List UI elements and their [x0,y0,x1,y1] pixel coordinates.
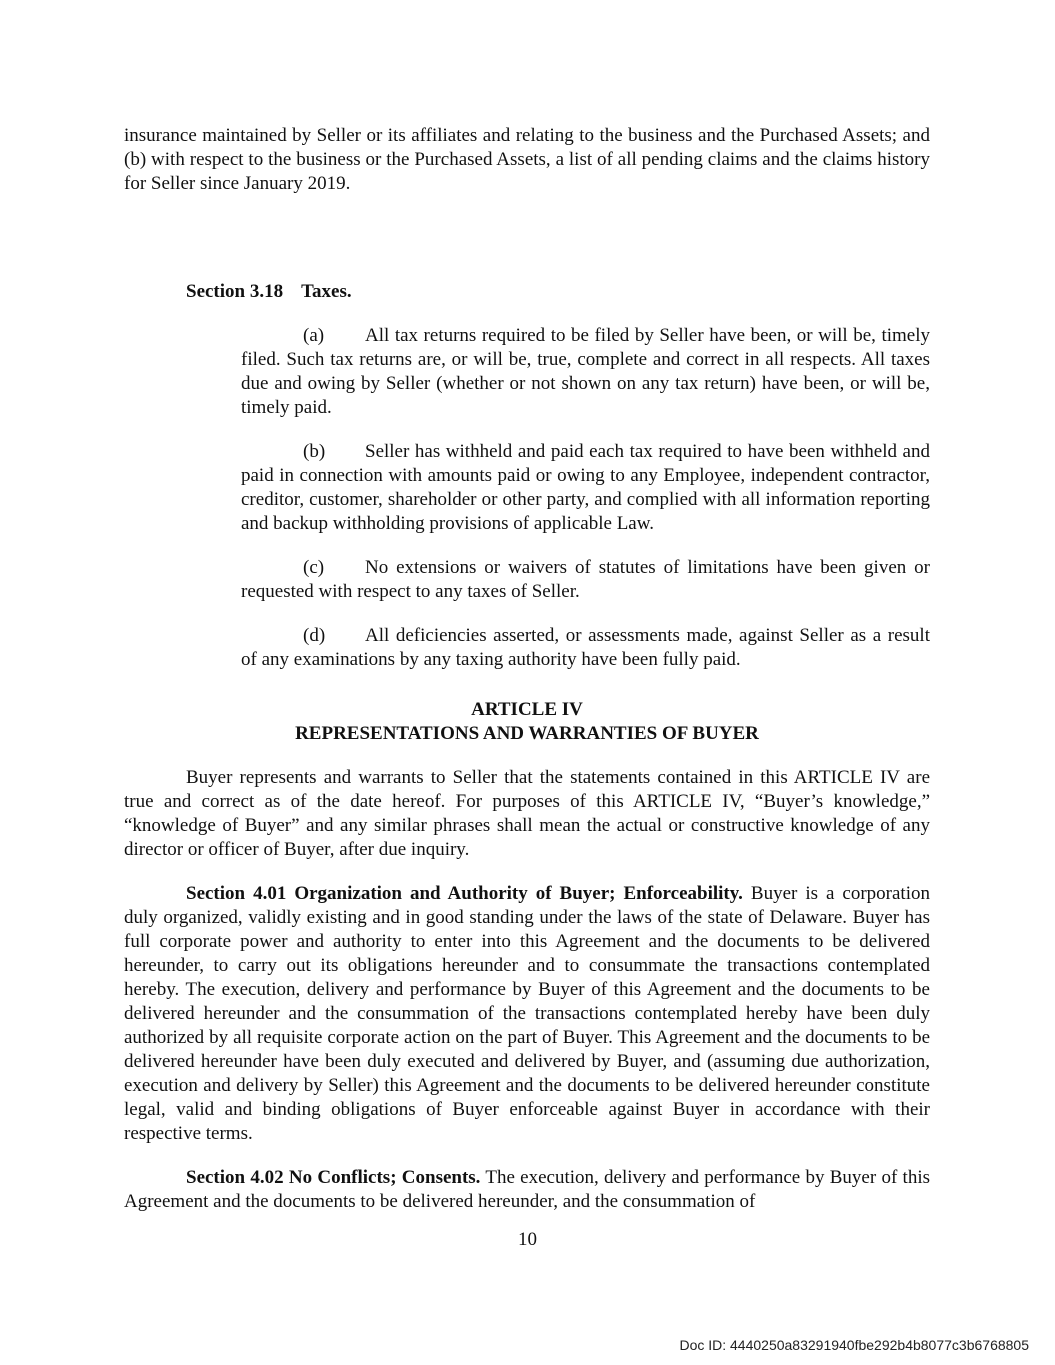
tax-subsection-b [241,440,930,536]
section-4-02-text: The execution, delivery and performance by Buyer of this Agreement and the documents to be delivered hereunder, and the consummation of [124,1167,930,1212]
tax-subsection-c-text: No extensions or waivers of statutes of limitations have been given or requested with respect to any taxes of Seller. [241,557,930,602]
tax-subsection-a [241,324,930,420]
article-intro-paragraph: Buyer represents and warrants to Seller that the statements contained in this ARTICLE IV are true and correct as of the date hereof. For purposes of this ARTICLE IV, “Buyer’s knowledge,” “knowledge of Buyer” and any similar phrases shall mean the actual or constructive knowledge of any director or officer of Buyer, after due inquiry. [124,767,930,860]
section-4-02-paragraph [124,1166,930,1214]
section-3-18-number: Section 3.18 [186,281,284,302]
section-4-01-paragraph [124,882,930,1146]
article-heading [124,698,930,746]
document-page [124,124,930,1234]
section-3-18-heading [124,280,930,304]
tax-subsection-d-text: All deficiencies asserted, or assessments made, against Seller as a result of any examinations by any taxing authority have been fully paid. [241,625,930,670]
section-4-01-heading: Section 4.01 Organization and Authority of Buyer; Enforceability. [186,883,743,904]
article-title: REPRESENTATIONS AND WARRANTIES OF BUYER [295,723,759,744]
page-number: 10 [518,1229,537,1250]
intro-paragraph: insurance maintained by Seller or its affiliates and relating to the business and the Purchased Assets; and (b) with respect to the business or the Purchased Assets, a list of all pending claims and the claims history for Seller since January 2019. [124,125,930,194]
doc-id-footer: Doc ID: 4440250a83291940fbe292b4b8077c3b6768805 [679,1337,1029,1353]
section-4-02-heading: Section 4.02 No Conflicts; Consents. [186,1167,481,1188]
article-number: ARTICLE IV [471,699,583,720]
tax-subsection-d-label: (d) [303,625,326,646]
tax-subsection-a-label: (a) [303,325,325,346]
tax-subsection-c-label: (c) [303,557,325,578]
section-4-01-text: Buyer is a corporation duly organized, validly existing and in good standing under the laws of the state of Delaware. Buyer has full corporate power and authority to enter into this Agreement and the documents to be delivered hereunder, to carry out its obligations hereunder and to consummate the transactions contemplated hereby. The execution, delivery and performance by Buyer of this Agreement and the documents to be delivered hereunder and the consummation of the transactions contemplated hereby have been duly authorized by all requisite corporate action on the part of Buyer. This Agreement and the documents to be delivered hereunder have been duly executed and delivered by Buyer, and (assuming due authorization, execution and delivery by Seller) this Agreement and the documents to be delivered hereunder constitute legal, valid and binding obligations of Buyer enforceable against Buyer in accordance with their respective terms. [124,883,930,1144]
tax-subsection-a-text: All tax returns required to be filed by Seller have been, or will be, timely filed. Such tax returns are, or will be, true, complete and correct in all respects. All taxes due and owing by Seller (whether or not shown on any tax return) have been, or will be, timely paid. [241,325,930,418]
tax-subsection-b-text: Seller has withheld and paid each tax required to have been withheld and paid in connection with amounts paid or owing to any Employee, independent contractor, creditor, customer, shareholder or other party, and complied with all information reporting and backup withholding provisions of applicable Law. [241,441,930,534]
tax-subsection-d [241,624,930,672]
tax-subsection-c [241,556,930,604]
tax-subsection-b-label: (b) [303,441,326,462]
section-3-18-title: Taxes. [301,281,352,302]
